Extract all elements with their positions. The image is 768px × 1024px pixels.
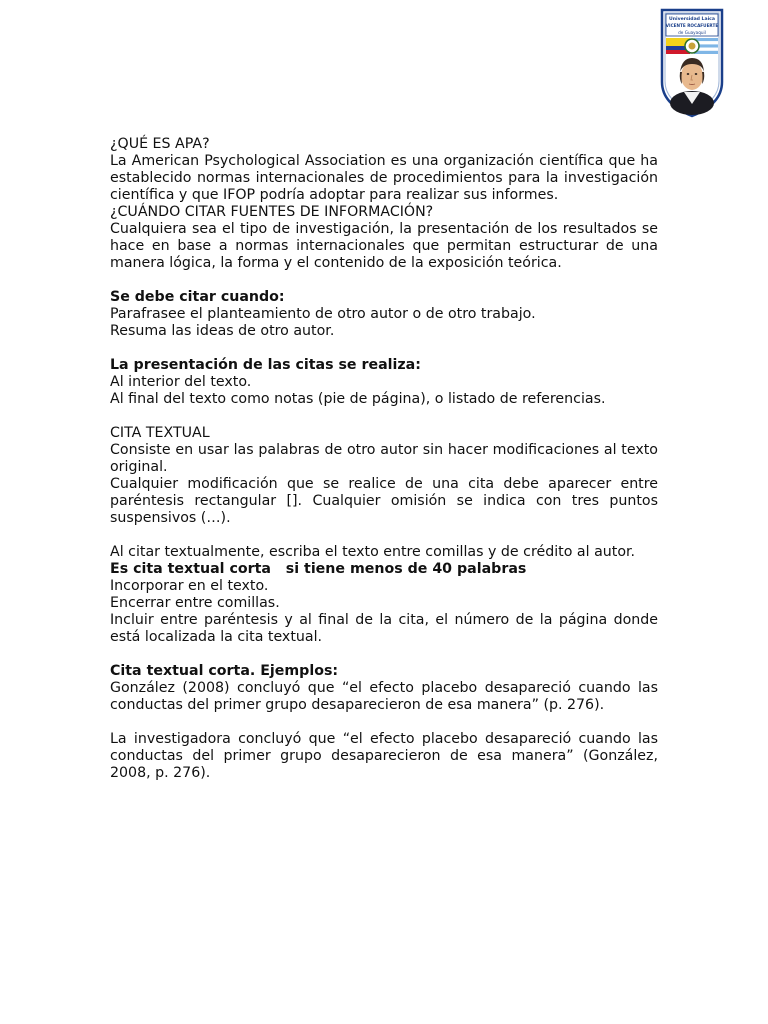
heading-presentacion-citas: La presentación de las citas se realiza:: [110, 357, 421, 373]
heading-se-debe-citar: Se debe citar cuando:: [110, 289, 285, 305]
paragraph-ejemplo-1: González (2008) concluyó que “el efecto placebo desapareció cuando las conductas del primer grupo desaparecieron de esa manera” (p. 276).: [110, 680, 658, 713]
paragraph-cuando-citar: Cualquiera sea el tipo de investigación, la presentación de los resultados se hace en base a normas internacionales que permitan estructurar de una manera lógica, la forma y el contenido de la exposición teórica.: [110, 221, 658, 271]
paragraph-cita-textual-def: Consiste en usar las palabras de otro autor sin hacer modificaciones al texto original.: [110, 442, 658, 475]
paragraph-citar-textualmente: Al citar textualmente, escriba el texto entre comillas y de crédito al autor.: [110, 544, 636, 560]
heading-cita-textual-corta: Es cita textual corta si tiene menos de 40 palabras: [110, 561, 527, 577]
paragraph-incluir-parentesis: Incluir entre paréntesis y al final de la cita, el número de la página donde está localizada la cita textual.: [110, 612, 658, 645]
paragraph-ejemplo-2: La investigadora concluyó que “el efecto placebo desapareció cuando las conductas del primer grupo desaparecieron de esa manera” (González, 2008, p. 276).: [110, 731, 658, 781]
text-interior-texto: Al interior del texto.: [110, 374, 252, 390]
text-resuma: Resuma las ideas de otro autor.: [110, 323, 335, 339]
text-parafrasee: Parafrasee el planteamiento de otro autor o de otro trabajo.: [110, 306, 536, 322]
paragraph-apa-definition: La American Psychological Association es una organización científica que ha establecido normas internacionales de procedimientos para la investigación científica y que IFOP podría adoptar para realizar sus informes.: [110, 153, 658, 203]
text-encerrar: Encerrar entre comillas.: [110, 595, 280, 611]
heading-cita-textual: CITA TEXTUAL: [110, 425, 210, 441]
logo-line-1: Universidad Laica: [669, 17, 715, 22]
logo-line-3: de Guayaquil: [678, 30, 706, 35]
document-body: [110, 136, 658, 782]
university-crest-logo: [660, 8, 724, 118]
heading-cuando-citar: ¿CUÁNDO CITAR FUENTES DE INFORMACIÓN?: [110, 204, 434, 220]
heading-ejemplos: Cita textual corta. Ejemplos:: [110, 663, 339, 679]
heading-que-es-apa: ¿QUÉ ES APA?: [110, 136, 210, 152]
paragraph-modificacion: Cualquier modificación que se realice de una cita debe aparecer entre paréntesis rectangular []. Cualquier omisión se indica con tres puntos suspensivos (…).: [110, 476, 658, 526]
text-incorporar: Incorporar en el texto.: [110, 578, 269, 594]
logo-line-2: VICENTE ROCAFUERTE: [665, 23, 719, 28]
text-final-texto: Al final del texto como notas (pie de página), o listado de referencias.: [110, 391, 606, 407]
